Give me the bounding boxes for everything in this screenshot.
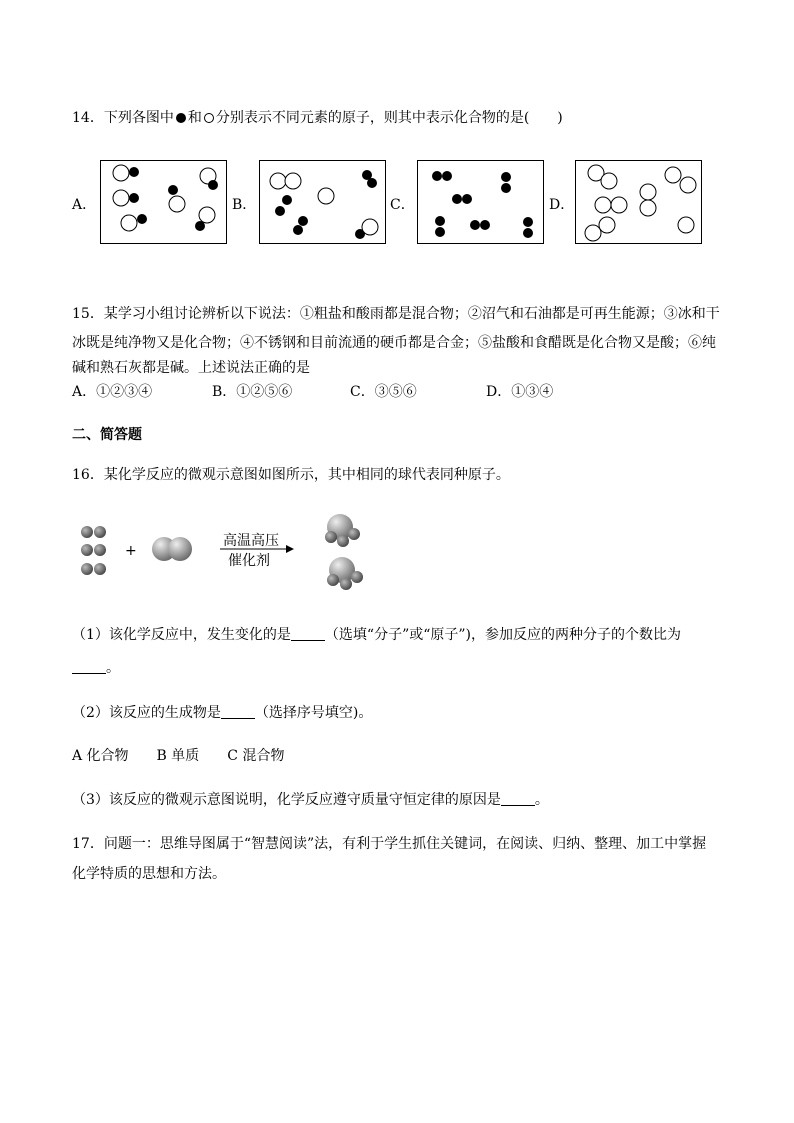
- question-15-line-3: 碱和熟石灰都是碱。上述说法正确的是: [72, 360, 310, 376]
- q16-sub1-part-b: （选填“分子”或“原子”)，参加反应的两种分子的个数比为: [324, 627, 682, 643]
- q14-option-c-diagram: [417, 160, 544, 244]
- q16-sub1-part-a: （1）该化学反应中，发生变化的是: [72, 627, 291, 643]
- q16-sub1: [72, 625, 681, 645]
- q14-option-d-diagram: [575, 160, 702, 244]
- q14-option-b-label: B．: [232, 197, 257, 213]
- question-17-line-1: 17．问题一：思维导图属于“智慧阅读”法，有利于学生抓住关键词，在阅读、归纳、整理、加工中掌握: [72, 836, 707, 852]
- q14-text-after: 分别表示不同元素的原子，则其中表示化合物的是( ): [215, 110, 563, 126]
- reactant-large-molecule: [152, 537, 192, 561]
- q16-sub3-part-b: 。: [534, 792, 549, 808]
- question-15-line-2: 冰既是纯净物又是化合物；④不锈钢和目前流通的硬币都是合金；⑤盐酸和食醋既是化合物又是酸；⑥纯: [72, 335, 716, 351]
- q14-option-b-diagram: [259, 160, 386, 244]
- q16-sub2: [72, 703, 372, 723]
- q16-sub1-blank-2[interactable]: [72, 659, 106, 674]
- q15-option-b: B．①②⑤⑥: [212, 384, 293, 400]
- product-molecule-2: [327, 557, 363, 590]
- q16-sub2-options: A 化合物 B 单质 C 混合物: [72, 748, 285, 764]
- q16-sub1-blank-1[interactable]: [291, 626, 325, 641]
- q15-option-d: D．①③④: [486, 384, 554, 400]
- product-molecule-1: [325, 514, 360, 547]
- q15-option-a: A．①②③④: [72, 384, 153, 400]
- question-14-stem: [72, 108, 563, 128]
- q14-option-a-label: A．: [72, 197, 97, 213]
- q16-sub3: [72, 790, 549, 810]
- condition-bottom: 催化剂: [228, 553, 270, 569]
- q16-sub3-part-a: （3）该反应的微观示意图说明，化学反应遵守质量守恒定律的原因是: [72, 792, 501, 808]
- q14-option-a-diagram: [100, 160, 227, 244]
- q14-option-c-label: C．: [390, 197, 415, 213]
- question-17-line-2: 化学特质的思想和方法。: [72, 866, 226, 882]
- reaction-diagram: [70, 508, 400, 598]
- white-atom-icon: [204, 113, 214, 123]
- q16-sub3-blank[interactable]: [501, 791, 535, 806]
- q16-sub2-blank[interactable]: [221, 704, 255, 719]
- q14-option-d-label: D．: [549, 197, 575, 213]
- q16-sub2-part-a: （2）该反应的生成物是: [72, 705, 221, 721]
- black-atom-icon: [176, 113, 186, 123]
- q15-option-c: C．③⑤⑥: [350, 384, 417, 400]
- q16-sub2-part-b: （选择序号填空)。: [254, 705, 373, 721]
- condition-top: 高温高压: [223, 533, 279, 549]
- q16-sub1-continued: [72, 658, 120, 678]
- q14-text-before: 14．下列各图中: [72, 110, 174, 126]
- question-16-stem: 16．某化学反应的微观示意图如图所示，其中相同的球代表同种原子。: [72, 467, 510, 483]
- section-heading: 二、简答题: [72, 427, 142, 443]
- q16-sub1-part-c: 。: [106, 660, 120, 676]
- reactant-small-molecules: [81, 526, 106, 575]
- arrow-icon: [286, 545, 294, 553]
- q14-text-middle: 和: [187, 110, 202, 126]
- question-15-line-1: 15．某学习小组讨论辨析以下说法：①粗盐和酸雨都是混合物；②沼气和石油都是可再生能源；③冰和干: [72, 306, 720, 322]
- plus-sign: +: [125, 543, 137, 559]
